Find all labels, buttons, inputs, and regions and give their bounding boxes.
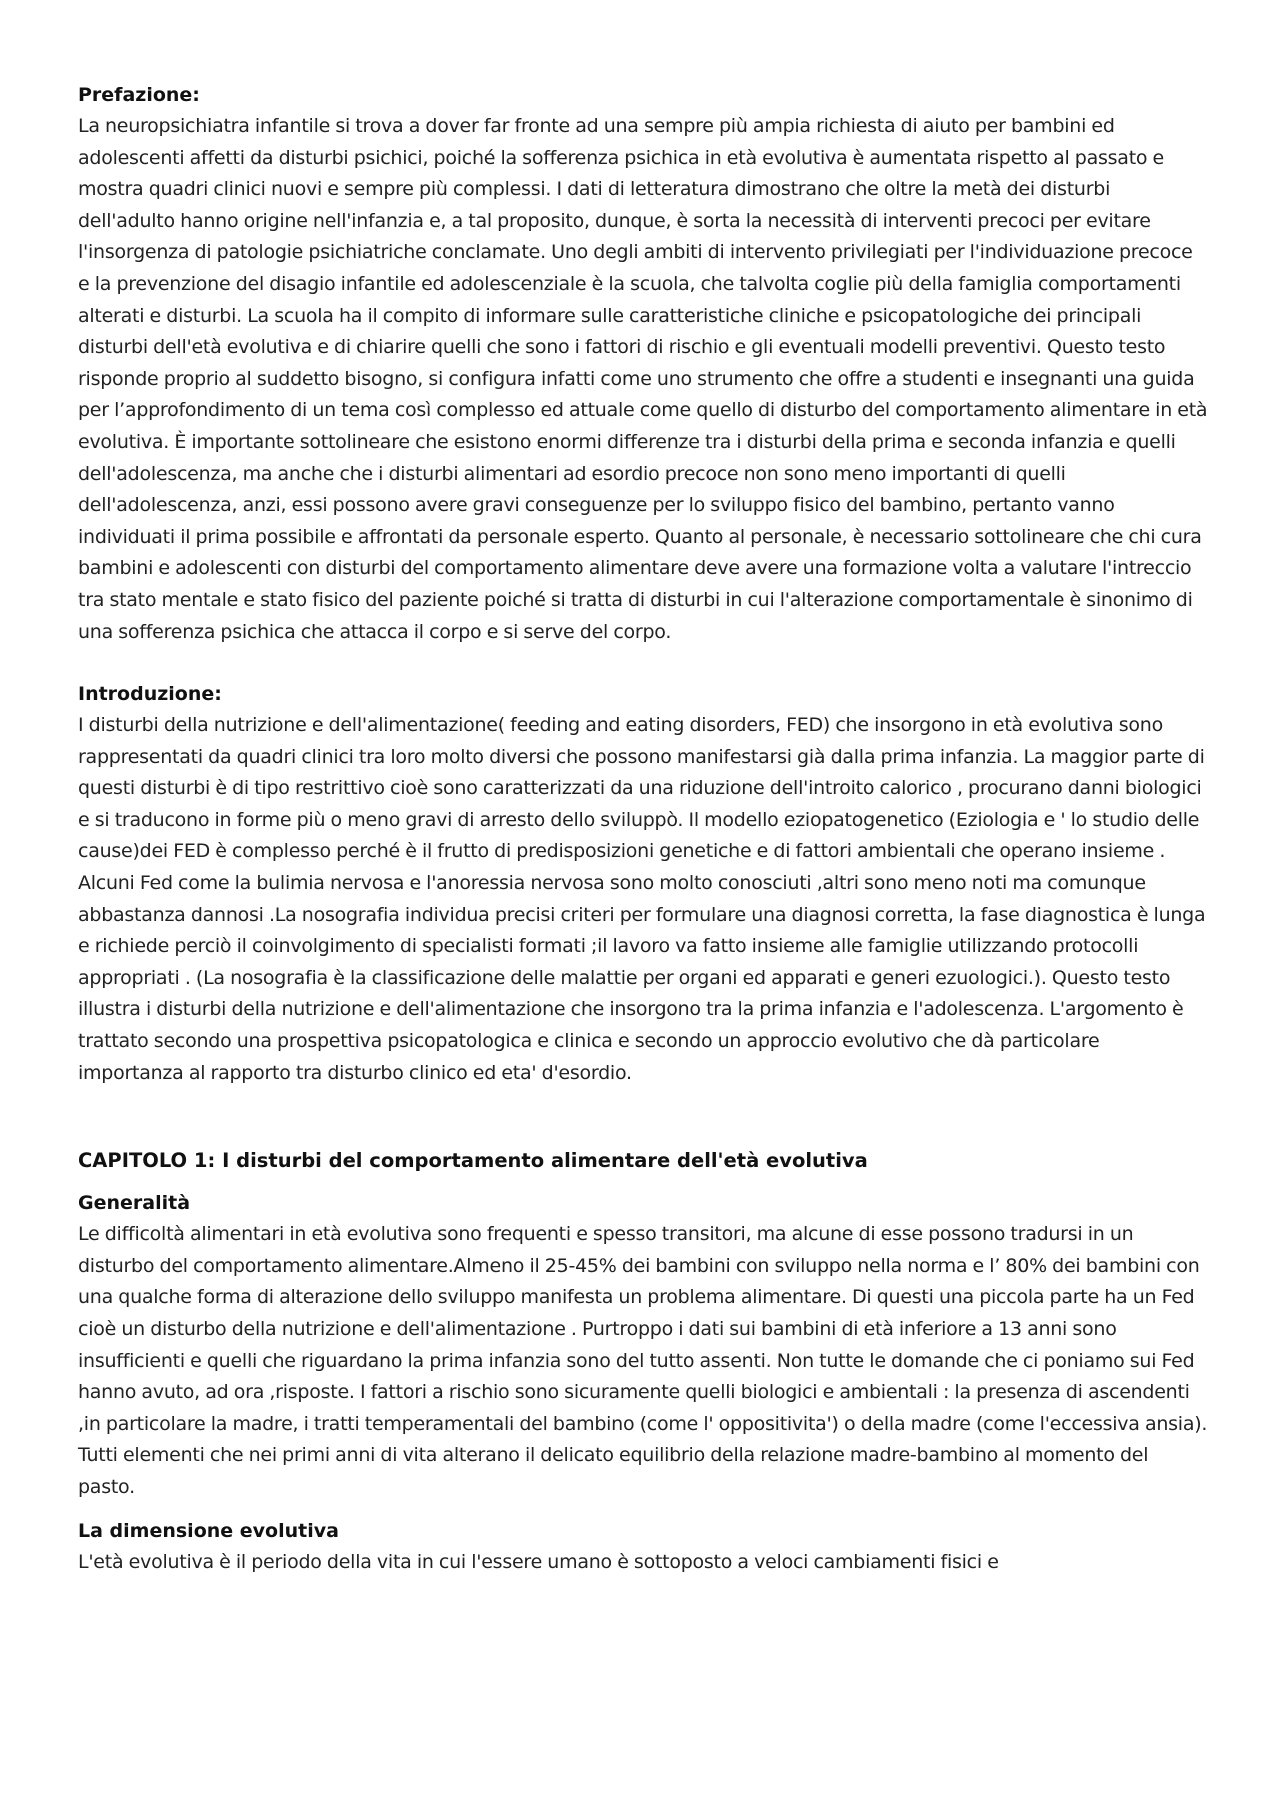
section-capitolo-1 bbox=[78, 1145, 1208, 1578]
heading-dimensione-evolutiva: La dimensione evolutiva bbox=[78, 1519, 339, 1542]
paragraph-dimensione-evolutiva: L'età evolutiva è il periodo della vita in cui l'essere umano è sottoposto a veloci cambiamenti fisici e bbox=[78, 1550, 999, 1573]
chapter-title: CAPITOLO 1: I disturbi del comportamento alimentare dell'età evolutiva bbox=[78, 1149, 868, 1173]
paragraph-introduzione: I disturbi della nutrizione e dell'alimentazione( feeding and eating disorders, FED) che insorgono in età evolutiva sono rappresentati da quadri clinici tra loro molto diversi che possono manifestarsi già dalla prima infanzia. La maggior parte di questi disturbi è di tipo restrittivo cioè sono caratterizzati da una riduzione dell'introito calorico , procurano danni biologici e si traducono in forme più o meno gravi di arresto dello sviluppò. Il modello eziopatogenetico (Eziologia e ' lo studio delle cause)dei FED è complesso perché è il frutto di predisposizioni genetiche e di fattori ambientali che operano insieme . Alcuni Fed come la bulimia nervosa e l'anoressia nervosa sono molto conosciuti ,altri sono meno noti ma comunque abbastanza dannosi .La nosografia individua precisi criteri per formulare una diagnosi corretta, la fase diagnostica è lunga e richiede perciò il coinvolgimento di specialisti formati ;il lavoro va fatto insieme alle famiglie utilizzando protocolli appropriati . (La nosografia è la classificazione delle malattie per organi ed apparati e generi ezuologici.). Questo testo illustra i disturbi della nutrizione e dell'alimentazione che insorgono tra la prima infanzia e l'adolescenza. L'argomento è trattato secondo una prospettiva psicopatologica e clinica e secondo un approccio evolutivo che dà particolare importanza al rapporto tra disturbo clinico ed eta' d'esordio. bbox=[78, 714, 1206, 1084]
heading-introduzione: Introduzione: bbox=[78, 683, 222, 706]
section-prefazione bbox=[78, 80, 1208, 648]
paragraph-generalita: Le difficoltà alimentari in età evolutiva sono frequenti e spesso transitori, ma alcune di esse possono tradursi in un disturbo del comportamento alimentare.Almeno il 25-45% dei bambini con sviluppo nella norma e l’ 80% dei bambini con una qualche forma di alterazione dello sviluppo manifesta un problema alimentare. Di questi una piccola parte ha un Fed cioè un disturbo della nutrizione e dell'alimentazione . Purtroppo i dati sui bambini di età inferiore a 13 anni sono insufficienti e quelli che riguardano la prima infanzia sono del tutto assenti. Non tutte le domande che ci poniamo sui Fed hanno avuto, ad ora ,risposte. I fattori a rischio sono sicuramente quelli biologici e ambientali : la presenza di ascendenti ,in particolare la madre, i tratti temperamentali del bambino (come l' oppositivita') o della madre (come l'eccessiva ansia). Tutti elementi che nei primi anni di vita alterano il delicato equilibrio della relazione madre-bambino al momento del pasto. bbox=[78, 1223, 1208, 1498]
section-introduzione bbox=[78, 679, 1208, 1089]
document-page bbox=[78, 80, 1208, 1578]
heading-prefazione: Prefazione: bbox=[78, 84, 200, 106]
heading-generalita: Generalità bbox=[78, 1192, 191, 1215]
paragraph-prefazione: La neuropsichiatra infantile si trova a dover far fronte ad una sempre più ampia richiesta di aiuto per bambini ed adolescenti affetti da disturbi psichici, poiché la sofferenza psichica in età evolutiva è aumentata rispetto al passato e mostra quadri clinici nuovi e sempre più complessi. I dati di letteratura dimostrano che oltre la metà dei disturbi dell'adulto hanno origine nell'infanzia e, a tal proposito, dunque, è sorta la necessità di interventi precoci per evitare l'insorgenza di patologie psichiatriche conclamate. Uno degli ambiti di intervento privilegiati per l'individuazione precoce e la prevenzione del disagio infantile ed adolescenziale è la scuola, che talvolta coglie più della famiglia comportamenti alterati e disturbi. La scuola ha il compito di informare sulle caratteristiche cliniche e psicopatologiche dei principali disturbi dell'età evolutiva e di chiarire quelli che sono i fattori di rischio e gli eventuali modelli preventivi. Questo testo risponde proprio al suddetto bisogno, si configura infatti come uno strumento che offre a studenti e insegnanti una guida per l’approfondimento di un tema così complesso ed attuale come quello di disturbo del comportamento alimentare in età evolutiva. È importante sottolineare che esistono enormi differenze tra i disturbi della prima e seconda infanzia e quelli dell'adolescenza, ma anche che i disturbi alimentari ad esordio precoce non sono meno importanti di quelli dell'adolescenza, anzi, essi possono avere gravi conseguenze per lo sviluppo fisico del bambino, pertanto vanno individuati il prima possibile e affrontati da personale esperto. Quanto al personale, è necessario sottolineare che chi cura bambini e adolescenti con disturbi del comportamento alimentare deve avere una formazione volta a valutare l'intreccio tra stato mentale e stato fisico del paziente poiché si tratta di disturbi in cui l'alterazione comportamentale è sinonimo di una sofferenza psichica che attacca il corpo e si serve del corpo. bbox=[78, 115, 1208, 643]
